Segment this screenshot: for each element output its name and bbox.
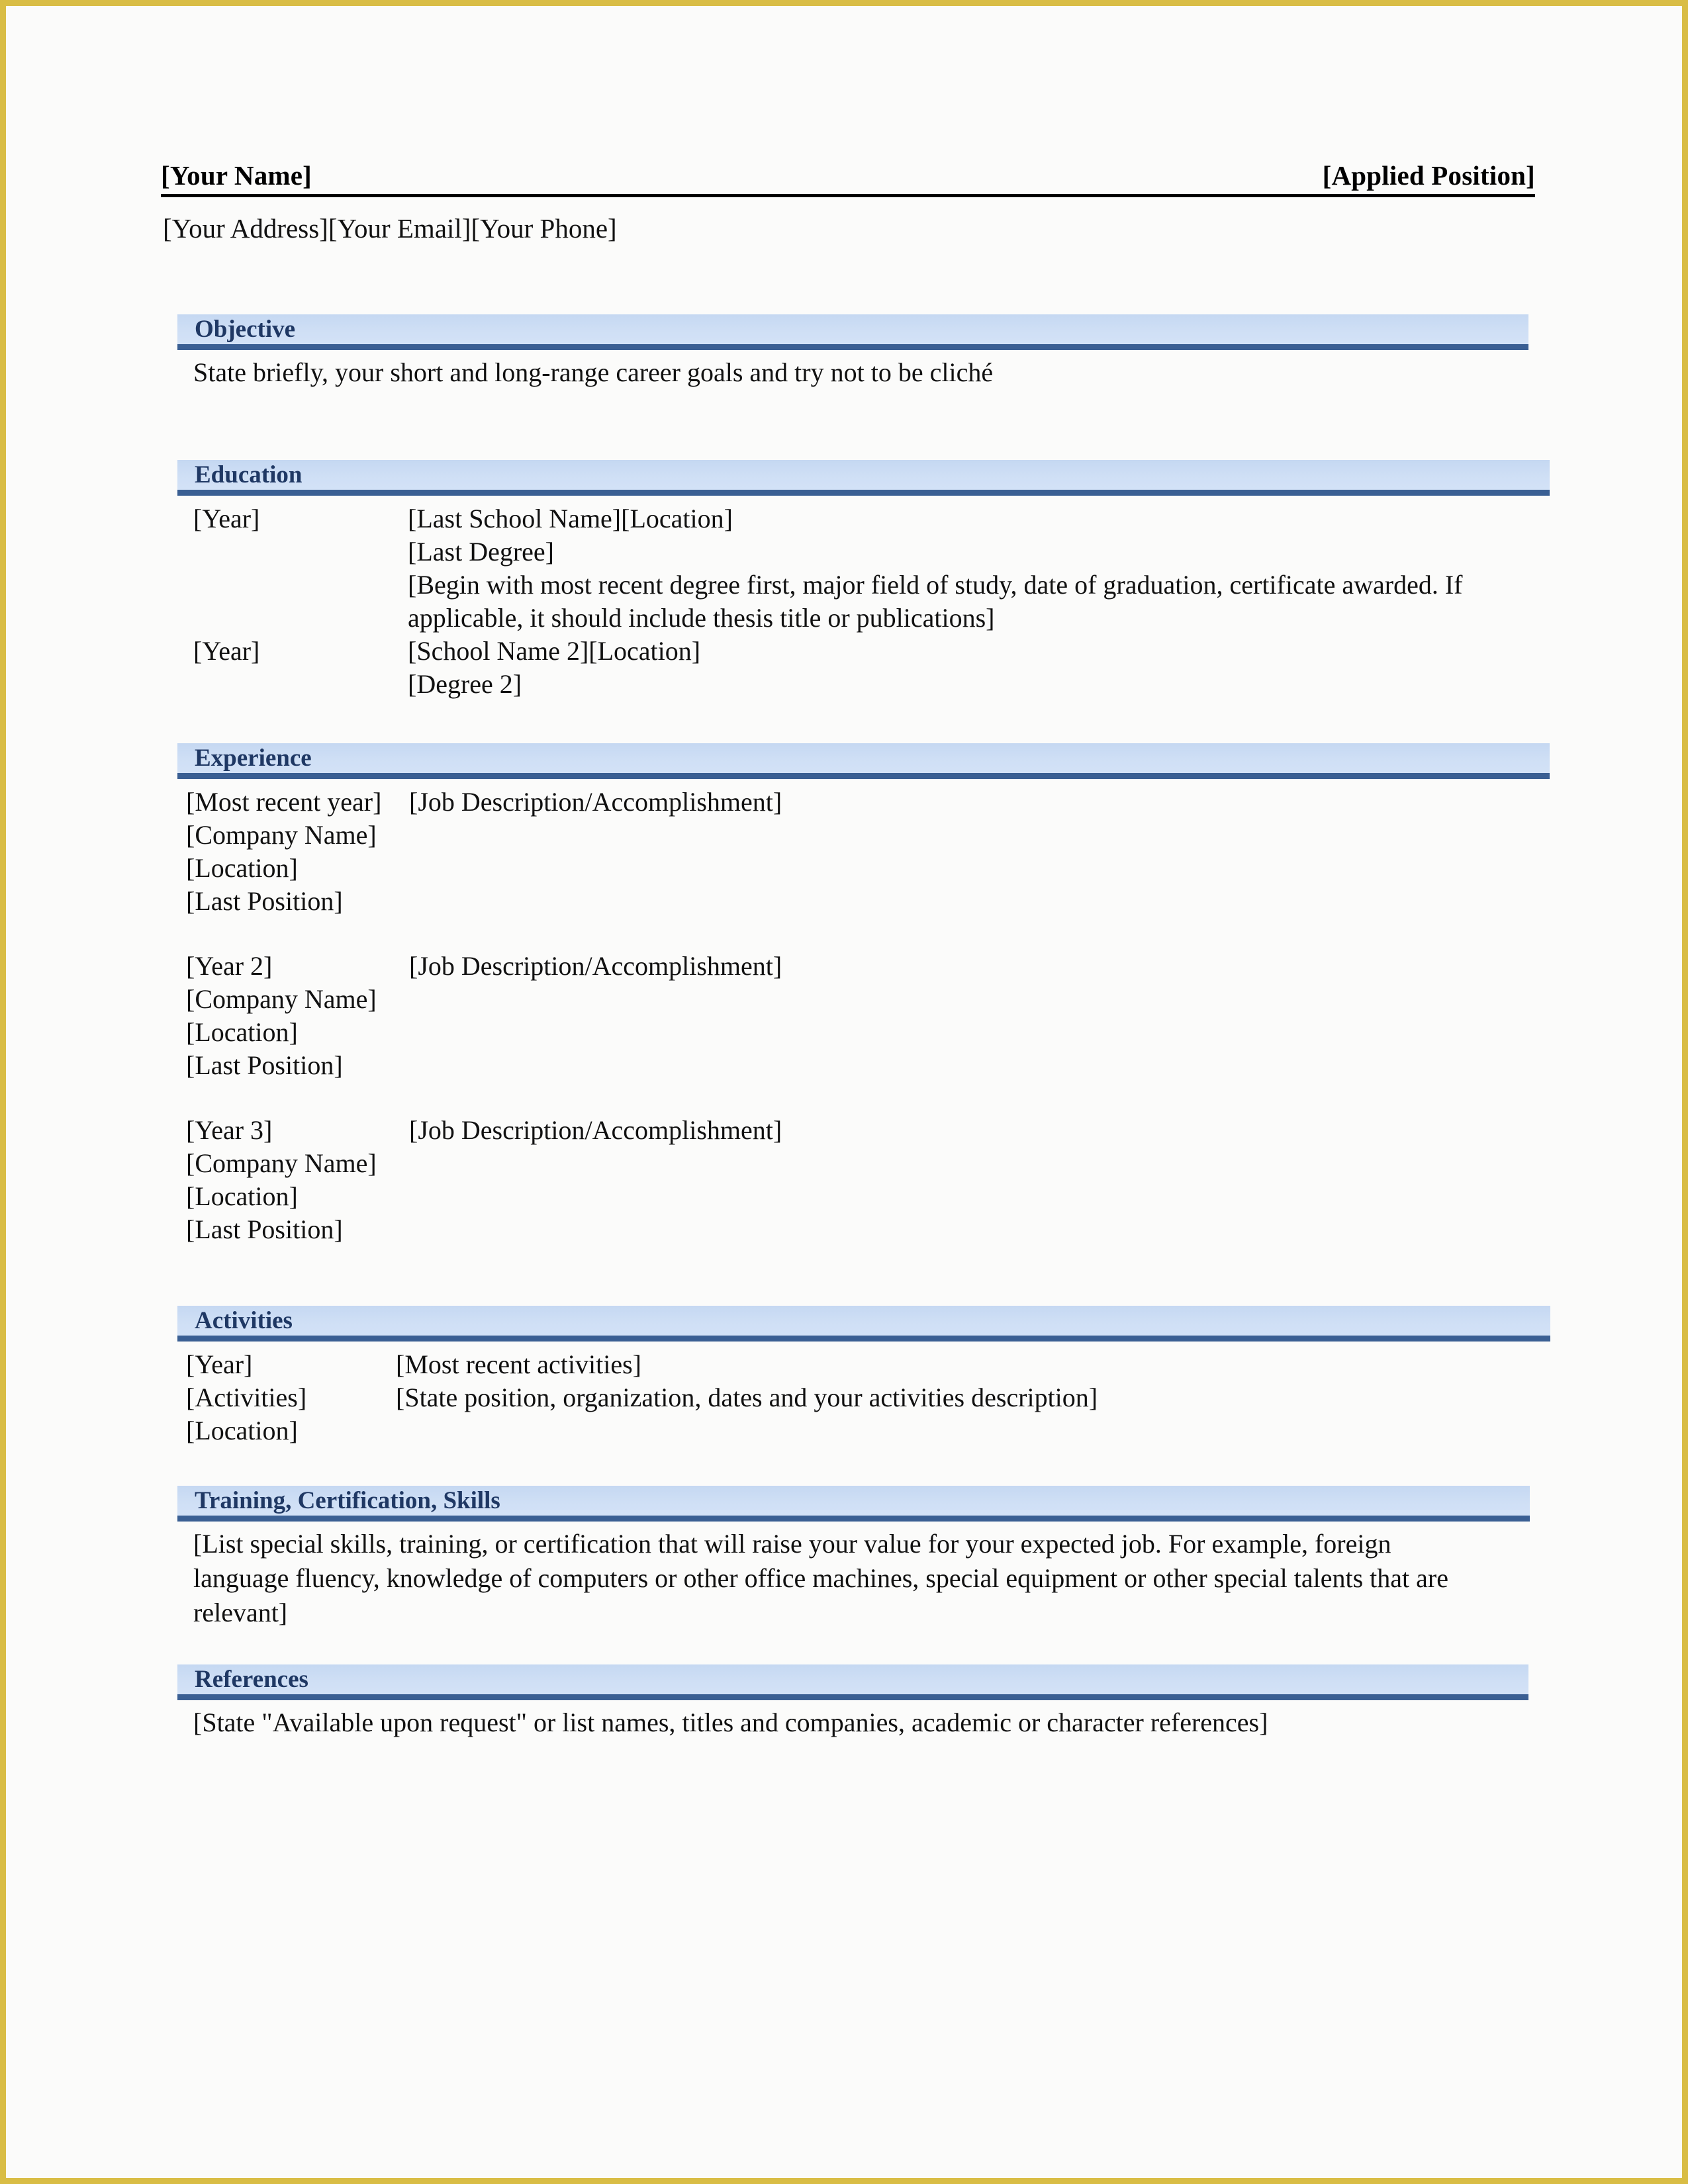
- education-detail: [408, 502, 1550, 635]
- experience-year: [Most recent year]: [186, 787, 382, 817]
- activities-label: [Activities]: [186, 1383, 307, 1412]
- experience-year: [Year 2]: [186, 951, 273, 981]
- section-bar-objective: [177, 314, 1528, 350]
- section-bar-references: [177, 1664, 1528, 1700]
- section-activities: [177, 1306, 1550, 1447]
- experience-left-column: [177, 1114, 409, 1246]
- education-year: [Year]: [193, 504, 260, 533]
- activities-line-2: [State position, organization, dates and your activities description]: [396, 1383, 1098, 1412]
- page-title: [Your Name]: [161, 160, 312, 191]
- experience-location: [Location]: [186, 853, 298, 883]
- section-bar-activities: [177, 1306, 1550, 1342]
- experience-entry: [177, 786, 1550, 918]
- section-bar-education: [177, 460, 1550, 496]
- experience-left-column: [177, 950, 409, 1082]
- activities-entry: [177, 1348, 1550, 1447]
- education-entries: [177, 496, 1550, 701]
- contact-line: [Your Address][Your Email][Your Phone]: [163, 213, 617, 244]
- experience-location: [Location]: [186, 1017, 298, 1047]
- section-bar-experience: [177, 743, 1550, 779]
- applied-position: [Applied Position]: [1322, 160, 1535, 191]
- experience-position: [Last Position]: [186, 1214, 343, 1244]
- education-entry: [177, 502, 1550, 635]
- experience-entries: [177, 779, 1550, 1246]
- experience-company: [Company Name]: [186, 984, 377, 1014]
- resume-header: [161, 159, 1535, 197]
- section-bar-training: [177, 1486, 1530, 1522]
- experience-position: [Last Position]: [186, 1050, 343, 1080]
- section-title-education: Education: [195, 461, 303, 488]
- section-references: [177, 1664, 1528, 1740]
- experience-company: [Company Name]: [186, 820, 377, 850]
- education-degree: [Degree 2]: [408, 669, 522, 699]
- section-title-activities: Activities: [195, 1307, 293, 1334]
- section-training: [177, 1486, 1530, 1630]
- references-text: [State "Available upon request" or list names, titles and companies, academic or character references]: [193, 1707, 1268, 1737]
- activities-entries: [177, 1342, 1550, 1447]
- education-year: [Year]: [193, 636, 260, 666]
- experience-location: [Location]: [186, 1181, 298, 1211]
- education-school: [School Name 2][Location]: [408, 636, 701, 666]
- experience-left-column: [177, 786, 409, 918]
- section-objective: [177, 314, 1528, 390]
- training-text: [List special skills, training, or certification that will raise your value for your expected job. For example, foreign language fluency, knowledge of computers or other office machines, special equipment or other special talents that are relevant]: [193, 1529, 1448, 1627]
- section-title-objective: Objective: [195, 316, 296, 343]
- activities-year: [Year]: [186, 1349, 253, 1379]
- section-title-experience: Experience: [195, 745, 312, 772]
- objective-text: State briefly, your short and long-range career goals and try not to be cliché: [193, 357, 994, 387]
- education-school: [Last School Name][Location]: [408, 504, 733, 533]
- section-title-training: Training, Certification, Skills: [195, 1487, 500, 1514]
- activities-detail: [396, 1348, 1550, 1414]
- education-entry: [177, 635, 1550, 701]
- experience-company: [Company Name]: [186, 1148, 377, 1178]
- activities-line-1: [Most recent activities]: [396, 1349, 641, 1379]
- experience-year: [Year 3]: [186, 1115, 273, 1145]
- section-title-references: References: [195, 1666, 308, 1693]
- experience-entry: [177, 950, 1550, 1082]
- experience-entry: [177, 1114, 1550, 1246]
- education-degree: [Last Degree]: [408, 537, 554, 567]
- experience-description: [Job Description/Accomplishment]: [409, 787, 782, 817]
- activities-location: [Location]: [186, 1416, 298, 1445]
- activities-left-column: [177, 1348, 396, 1447]
- section-education: [177, 460, 1550, 701]
- education-note: [Begin with most recent degree first, major field of study, date of graduation, certificate awarded. If applicable, it should include thesis title or publications]: [408, 570, 1463, 633]
- section-experience: [177, 743, 1550, 1246]
- education-detail: [408, 635, 1550, 701]
- experience-description: [Job Description/Accomplishment]: [409, 1115, 782, 1145]
- experience-position: [Last Position]: [186, 886, 343, 916]
- experience-description: [Job Description/Accomplishment]: [409, 951, 782, 981]
